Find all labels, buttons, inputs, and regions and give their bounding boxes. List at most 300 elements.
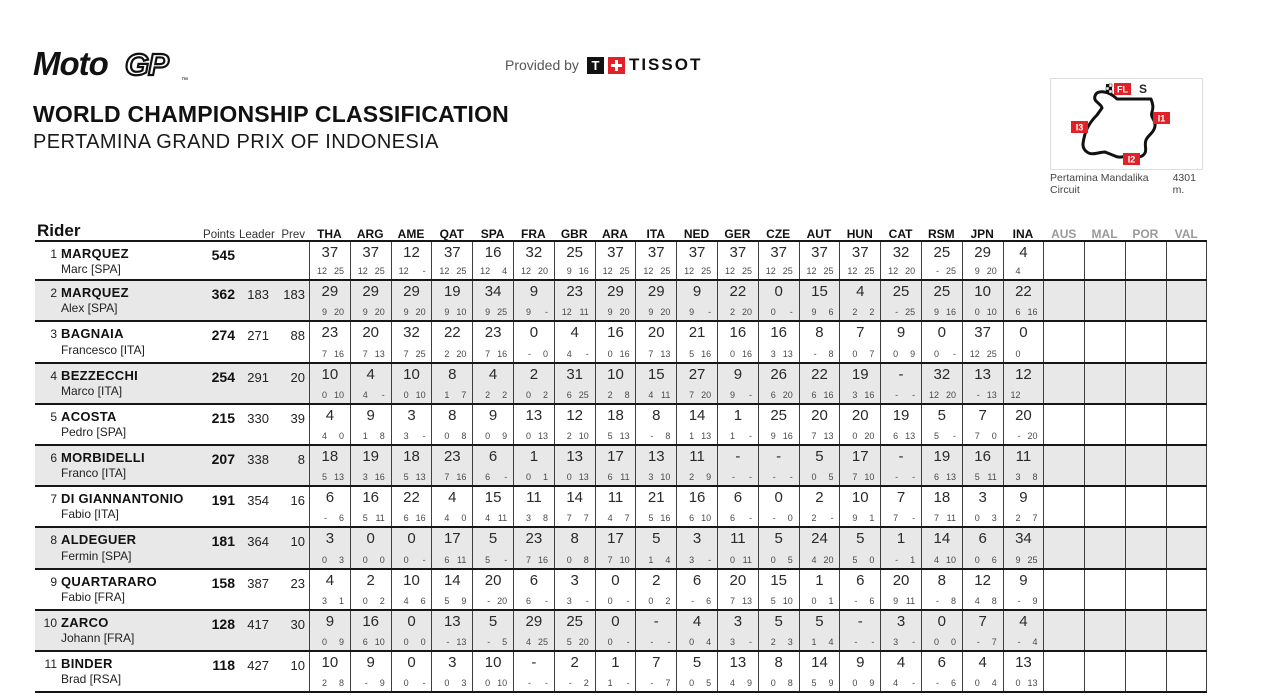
result-cell-cat [880, 364, 921, 403]
grandprix-points: 10 [415, 389, 426, 400]
result-cell-qat [431, 281, 472, 320]
race-sub-points [310, 555, 350, 568]
grandprix-points: 2 [869, 307, 875, 318]
race-sub-points [759, 472, 799, 485]
grandprix-points: 9 [746, 678, 752, 689]
result-cell-cze [758, 364, 799, 403]
sprint-points: 0 [1015, 348, 1021, 359]
result-cell-ina [1003, 528, 1044, 567]
result-cell-qat [431, 364, 472, 403]
sprint-points: 4 [321, 430, 327, 441]
finish-flag-icon [1106, 84, 1112, 93]
grandprix-points: 10 [578, 430, 589, 441]
race-total-points: 2 [529, 365, 539, 383]
sprint-points: 9 [852, 513, 858, 524]
race-total-points: 14 [566, 489, 584, 507]
grandprix-points: 16 [456, 472, 467, 483]
rider-firstname: Johann [FRA] [61, 630, 135, 645]
result-cell-spa [472, 405, 513, 444]
race-total-points: 9 [1019, 571, 1028, 589]
grandprix-points: 4 [1032, 636, 1038, 647]
race-sub-points [636, 596, 676, 609]
race-sub-points [514, 637, 554, 650]
grandprix-points: 16 [333, 348, 344, 359]
sprint-points: 4 [729, 678, 735, 689]
sprint-points: 3 [362, 472, 368, 483]
sprint-points: 7 [852, 472, 858, 483]
grandprix-points: 25 [374, 266, 385, 277]
race-sub-points [718, 390, 758, 403]
sprint-points: 3 [689, 554, 695, 565]
result-cell-por [1125, 242, 1166, 279]
race-sub-points [840, 637, 880, 650]
race-total-points: 0 [611, 612, 620, 630]
race-total-points: 19 [892, 406, 910, 424]
race-sub-points [636, 390, 676, 403]
race-total-points: - [898, 447, 904, 465]
grandprix-points: 13 [945, 472, 956, 483]
race-sub-points [1004, 472, 1044, 485]
grandprix-points: 3 [338, 554, 344, 565]
result-cell-qat [431, 446, 472, 485]
race-total-points: 37 [851, 244, 869, 261]
race-sub-points [881, 555, 921, 568]
race-sub-points [351, 678, 391, 691]
grandprix-points: 4 [828, 636, 834, 647]
sprint-points: - [935, 266, 939, 277]
race-total-points: 25 [933, 244, 951, 261]
grandprix-points: 13 [1027, 678, 1038, 689]
result-cell-mal [1084, 405, 1125, 444]
race-total-points: 17 [443, 530, 461, 548]
grandprix-points: 6 [991, 554, 997, 565]
grandprix-points: 25 [1027, 554, 1038, 565]
result-cell-fra [513, 242, 554, 279]
race-total-points: 3 [978, 489, 987, 507]
result-cell-mal [1084, 242, 1125, 279]
race-total-points: 6 [692, 571, 702, 589]
race-sub-points [351, 472, 391, 485]
sprint-points: 0 [974, 307, 980, 318]
result-cell-ara [595, 242, 636, 279]
grandprix-points: - [952, 348, 956, 359]
race-sub-points [392, 472, 432, 485]
sprint-points: 0 [485, 430, 491, 441]
result-cell-rsm [921, 405, 962, 444]
race-sub-points [596, 307, 636, 320]
result-cell-ger [717, 281, 758, 320]
sprint-points: - [650, 430, 654, 441]
rider-firstname: Marc [SPA] [61, 262, 121, 277]
race-total-points: 15 [770, 571, 787, 589]
sprint-points: 3 [770, 348, 776, 359]
result-cell-ita [635, 242, 676, 279]
leader-column-header: Leader [239, 229, 275, 241]
race-total-points: 11 [607, 489, 624, 507]
result-cell-arg [350, 322, 391, 361]
rider-position: 11 [44, 656, 57, 671]
race-sub-points [432, 596, 472, 609]
grandprix-points: 9 [461, 595, 467, 606]
sprint-points: 7 [607, 554, 613, 565]
grandprix-points: 20 [741, 307, 752, 318]
circuit-track-graphic [1051, 79, 1202, 169]
race-total-points: 21 [688, 324, 706, 342]
result-cell-ger [717, 487, 758, 526]
race-total-points: - [776, 447, 782, 465]
result-cell-cze [758, 652, 799, 691]
grandprix-points: 11 [946, 513, 956, 524]
race-total-points: 9 [733, 365, 743, 383]
provided-by-block [505, 55, 702, 75]
race-total-points: 2 [570, 653, 579, 671]
sprint-points: - [935, 595, 939, 606]
rider-firstname: Brad [RSA] [61, 672, 122, 687]
race-sub-points [636, 472, 676, 485]
result-cell-ned [676, 487, 717, 526]
result-cell-ger [717, 528, 758, 567]
race-col-header-hun: HUN [846, 227, 873, 241]
sprint-points: 9 [933, 307, 939, 318]
sprint-points: 9 [729, 389, 735, 400]
grandprix-points: 1 [828, 595, 834, 606]
sprint-points: 5 [485, 554, 491, 565]
sprint-points: 5 [607, 430, 613, 441]
race-sub-points [473, 513, 513, 526]
grandprix-points: 8 [991, 595, 997, 606]
grandprix-points: 10 [986, 307, 997, 318]
grandprix-points: 20 [701, 389, 712, 400]
result-cell-ita [635, 570, 676, 609]
race-sub-points [963, 431, 1003, 444]
race-sub-points [392, 390, 432, 403]
race-sub-points [840, 555, 880, 568]
rider-firstname: Fabio [ITA] [61, 507, 119, 522]
gap-to-prev: 88 [290, 328, 305, 344]
race-sub-points [1004, 431, 1044, 444]
grandprix-points: 4 [706, 636, 712, 647]
grandprix-points: 16 [701, 348, 712, 359]
sprint-points: - [650, 636, 654, 647]
race-total-points: 9 [896, 324, 906, 342]
race-sub-points [473, 266, 513, 279]
result-cell-val [1166, 322, 1207, 361]
sprint-points: 1 [444, 389, 450, 400]
rider-points: 274 [211, 327, 235, 344]
sprint-points: 4 [1015, 266, 1021, 277]
sprint-points: 0 [403, 678, 409, 689]
race-sub-points [677, 678, 717, 691]
gap-to-prev: 183 [283, 287, 305, 303]
result-cell-val [1166, 446, 1207, 485]
result-cell-cze [758, 322, 799, 361]
grandprix-points: 9 [869, 678, 875, 689]
result-cell-gbr [554, 652, 595, 691]
result-cell-fra [513, 322, 554, 361]
result-cell-gbr [554, 570, 595, 609]
race-sub-points [800, 431, 840, 444]
grandprix-points: 0 [379, 554, 385, 565]
result-cell-cat [880, 652, 921, 691]
grandprix-points: 25 [660, 266, 671, 277]
grandprix-points: 20 [537, 266, 548, 277]
sprint-points: 7 [321, 348, 327, 359]
race-sub-points [963, 637, 1003, 650]
sprint-points: - [487, 595, 491, 606]
race-sub-points [351, 513, 391, 526]
result-cell-jpn [962, 242, 1003, 279]
result-cell-jpn [962, 446, 1003, 485]
race-sub-points [800, 266, 840, 279]
sprint-points: 5 [811, 678, 817, 689]
race-sub-points [514, 349, 554, 362]
race-total-points: 3 [325, 530, 335, 548]
rider-name-block [61, 446, 197, 485]
gap-to-prev: 39 [290, 410, 305, 426]
race-total-points: 25 [566, 612, 584, 630]
race-sub-points [718, 678, 758, 691]
grandprix-points: 6 [950, 678, 956, 689]
race-total-points: 7 [856, 324, 865, 342]
race-sub-points [800, 307, 840, 320]
result-cell-ned [676, 405, 717, 444]
race-sub-points [840, 678, 880, 691]
sprint-points: 5 [770, 595, 776, 606]
race-total-points: 23 [525, 530, 543, 548]
race-sub-points [677, 513, 717, 526]
race-sub-points [922, 266, 962, 279]
result-cell-rsm [921, 446, 962, 485]
race-sub-points [636, 555, 676, 568]
grandprix-points: 25 [333, 266, 344, 277]
sprint-points: - [527, 678, 531, 689]
race-total-points: 18 [607, 406, 624, 424]
grandprix-points: - [585, 348, 589, 359]
circuit-length: 4301 m. [1172, 172, 1196, 196]
sprint-points: 3 [852, 389, 858, 400]
race-total-points: - [531, 653, 537, 671]
race-sub-points [677, 307, 717, 320]
rider-position: 6 [50, 450, 57, 465]
race-col-header-val: VAL [1174, 227, 1198, 241]
sprint-points: 4 [485, 513, 491, 524]
sprint-points: 0 [321, 389, 327, 400]
sprint-points: 7 [525, 554, 531, 565]
race-col-header-aut: AUT [806, 227, 832, 241]
race-sub-points [718, 513, 758, 526]
rider-points: 158 [211, 574, 235, 591]
result-cell-cze [758, 570, 799, 609]
result-cell-tha [309, 652, 350, 691]
race-sub-points [963, 555, 1003, 568]
race-total-points: - [898, 365, 904, 383]
sprint-points: 5 [933, 430, 939, 441]
race-sub-points [473, 431, 513, 444]
race-sub-points [596, 513, 636, 526]
sprint-points: 0 [607, 348, 613, 359]
race-total-points: 31 [566, 365, 584, 383]
grandprix-points: 0 [869, 554, 875, 565]
result-cell-tha [309, 242, 350, 279]
race-sub-points [392, 307, 432, 320]
race-sub-points [392, 349, 432, 362]
race-sub-points [514, 555, 554, 568]
race-total-points: 4 [978, 653, 987, 671]
result-cell-ina [1003, 364, 1044, 403]
result-cell-ara [595, 528, 636, 567]
grandprix-points: 0 [542, 348, 548, 359]
grandprix-points: 10 [701, 513, 712, 524]
race-sub-points [1004, 266, 1044, 279]
grandprix-points: 20 [1027, 430, 1038, 441]
grandprix-points: 1 [910, 554, 916, 565]
race-sub-points [596, 678, 636, 691]
result-cell-rsm [921, 322, 962, 361]
race-sub-points [881, 390, 921, 403]
race-sub-points [677, 472, 717, 485]
sprint-points: 6 [444, 554, 450, 565]
grandprix-points: 1 [869, 513, 875, 524]
race-total-points: 20 [484, 571, 502, 589]
race-col-header-cze: CZE [766, 227, 791, 241]
sprint-points: 2 [566, 430, 572, 441]
result-cell-ara [595, 570, 636, 609]
race-sub-points [392, 637, 432, 650]
result-cell-ger [717, 611, 758, 650]
race-sub-points [840, 513, 880, 526]
grandprix-points: 8 [379, 430, 385, 441]
race-sub-points [514, 678, 554, 691]
result-cell-arg [350, 652, 391, 691]
race-total-points: - [735, 447, 741, 465]
sprint-points: 2 [444, 348, 450, 359]
sprint-points: 2 [770, 636, 776, 647]
race-total-points: 16 [362, 612, 380, 630]
race-total-points: 37 [647, 244, 665, 261]
sprint-points: 6 [933, 472, 939, 483]
rider-points: 118 [212, 656, 235, 673]
sprint-points: 5 [648, 513, 654, 524]
prev-column-header: Prev [281, 229, 305, 241]
sprint-points: 3 [566, 595, 572, 606]
grandprix-points: - [912, 389, 916, 400]
result-cell-val [1166, 611, 1207, 650]
race-total-points: 3 [570, 571, 579, 589]
race-sub-points [596, 555, 636, 568]
race-total-points: - [653, 612, 659, 630]
race-sub-points [351, 349, 391, 362]
sprint-points: 6 [403, 513, 409, 524]
result-cell-hun [839, 281, 880, 320]
sprint-points: 4 [811, 554, 817, 565]
result-cell-tha [309, 281, 350, 320]
race-col-header-rsm: RSM [928, 227, 955, 241]
sprint-points: 2 [729, 307, 735, 318]
sprint-points: 7 [689, 389, 695, 400]
result-cell-hun [839, 364, 880, 403]
result-cell-ara [595, 446, 636, 485]
grandprix-points: - [912, 513, 916, 524]
result-cell-ger [717, 446, 758, 485]
race-sub-points [759, 513, 799, 526]
sprint-points: - [895, 389, 899, 400]
result-cell-aut [799, 652, 840, 691]
result-cell-aut [799, 364, 840, 403]
gap-to-leader: 417 [247, 616, 269, 632]
result-cell-arg [350, 242, 391, 279]
grandprix-points: 25 [823, 266, 834, 277]
result-cell-ara [595, 322, 636, 361]
gap-to-leader: 338 [247, 451, 269, 467]
race-total-points: 7 [978, 406, 987, 424]
race-sub-points [432, 637, 472, 650]
grandprix-points: - [912, 472, 916, 483]
sprint-points: 5 [444, 595, 450, 606]
race-total-points: 6 [856, 571, 865, 589]
grandprix-points: 25 [864, 266, 875, 277]
race-total-points: 22 [403, 489, 420, 507]
sprint-points: - [691, 595, 695, 606]
result-cell-ame [391, 528, 432, 567]
result-cell-aut [799, 446, 840, 485]
result-cell-jpn [962, 405, 1003, 444]
race-sub-points [718, 555, 758, 568]
result-cell-gbr [554, 528, 595, 567]
sprint-points: 12 [847, 266, 858, 277]
rider-name-block [61, 570, 197, 609]
grandprix-points: - [422, 266, 426, 277]
grandprix-points: 8 [1032, 472, 1038, 483]
grandprix-points: 16 [864, 389, 875, 400]
tissot-logo [587, 55, 702, 75]
result-cell-jpn [962, 652, 1003, 691]
grandprix-points: 11 [661, 389, 671, 400]
race-total-points: 27 [688, 365, 706, 383]
race-total-points: 23 [566, 283, 584, 301]
grandprix-points: 16 [1027, 307, 1038, 318]
sprint-points: 9 [893, 595, 899, 606]
result-cell-spa [472, 281, 513, 320]
race-total-points: 4 [1019, 612, 1028, 630]
race-total-points: 25 [892, 283, 910, 301]
race-sub-points [800, 390, 840, 403]
sprint-points: 0 [770, 554, 776, 565]
result-cell-aus [1043, 322, 1084, 361]
result-cell-cat [880, 281, 921, 320]
result-cell-ned [676, 242, 717, 279]
result-cell-ara [595, 652, 636, 691]
sprint-points: 9 [525, 307, 531, 318]
result-cell-arg [350, 446, 391, 485]
race-sub-points [596, 390, 636, 403]
result-cell-ned [676, 570, 717, 609]
race-total-points: 6 [733, 489, 743, 507]
start-marker: S [1139, 82, 1148, 96]
race-total-points: 12 [566, 406, 584, 424]
race-sub-points [922, 349, 962, 362]
race-sub-points [514, 513, 554, 526]
sprint-points: 2 [485, 389, 491, 400]
sprint-points: 5 [321, 472, 327, 483]
result-cell-ina [1003, 611, 1044, 650]
race-total-points: 11 [526, 489, 542, 507]
grandprix-points [1021, 349, 1038, 359]
result-cell-cat [880, 405, 921, 444]
sprint-points: 0 [893, 348, 899, 359]
race-col-header-aus: AUS [1051, 227, 1077, 241]
race-sub-points [636, 307, 676, 320]
sprint-points: 0 [321, 636, 327, 647]
